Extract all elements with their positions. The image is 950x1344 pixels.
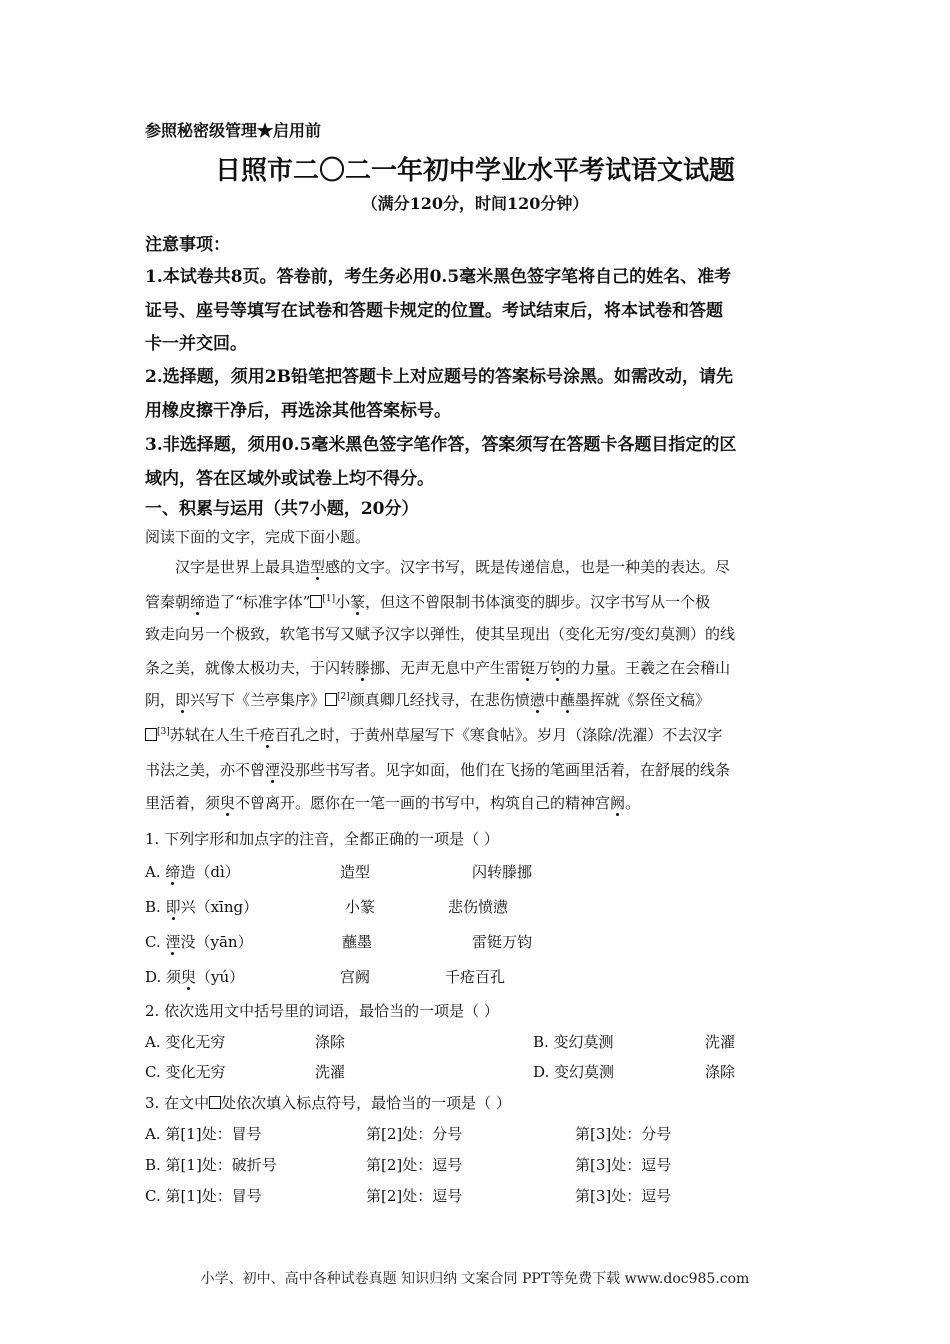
option-b-part3: 悲伤愤懑: [448, 898, 509, 916]
option-b[interactable]: B. 第[1]处：破折号: [145, 1156, 277, 1174]
dotted-char: 蘸: [559, 691, 575, 709]
dotted-char: 臾: [181, 968, 197, 986]
dotted-char: 铤: [520, 659, 536, 677]
notice-line: 证号、座号等填写在试卷和答题卡规定的位置。考试结束后，将本试卷和答题: [145, 301, 723, 321]
dotted-char: 即: [175, 691, 191, 709]
blank-box: [310, 595, 322, 608]
option-c[interactable]: C. 第[1]处：冒号: [145, 1187, 262, 1205]
page-subtitle: （满分120分，时间120分钟）: [361, 194, 589, 213]
blank-box: [145, 728, 157, 741]
dotted-char: 即: [165, 898, 181, 916]
passage-line: 致走向另一个极致，软笔书写又赋予汉字以弹性，使其呈现出（变化无穷/变幻莫测）的线: [145, 625, 736, 643]
option-a-part3: 闪转滕挪: [472, 863, 533, 881]
dotted-char: 湮: [165, 933, 181, 951]
option-c-part3: 雷铤万钧: [472, 933, 533, 951]
option-a[interactable]: A. 变化无穷: [145, 1033, 226, 1051]
option-b-item2: 第[2]处：逗号: [366, 1156, 463, 1174]
notice-line: 1.本试卷共8页。答卷前，考生务必用0.5毫米黑色签字笔将自己的姓名、准考: [145, 267, 732, 287]
option-a-item3: 第[3]处：分号: [575, 1125, 672, 1143]
page-title: 日照市二〇二一年初中学业水平考试语文试题: [214, 156, 735, 186]
dotted-char: 缔: [190, 593, 206, 611]
option-c-part1[interactable]: C. 湮没（yān）: [145, 933, 253, 951]
dotted-char: 湮: [265, 761, 281, 779]
passage-line: [3]苏轼在人生千疮百孔之时，于黄州草屋写下《寒食帖》。岁月（涤除/洗濯）不去汉字: [145, 724, 722, 745]
option-c[interactable]: C. 变化无穷: [145, 1063, 226, 1081]
section-instruction: 阅读下面的文字，完成下面小题。: [145, 528, 371, 546]
notice-line: 域内，答在区域外或试卷上均不得分。: [145, 469, 434, 489]
question-stem: 2. 依次选用文中括号里的词语，最恰当的一项是（ ）: [145, 1002, 499, 1020]
page-footer: 小学、初中、高中各种试卷真题 知识归纳 文案合同 PPT等免费下载 www.doc985.com: [200, 1271, 750, 1287]
dotted-char: 缔: [165, 863, 181, 881]
question-stem: 3. 在文中 处依次填入标点符号，最恰当的一项是（ ）: [145, 1094, 511, 1112]
passage-line: 管秦朝缔造了“标准字体” [1]小篆，但这不曾限制书体演变的脚步。汉字书写从一个极: [145, 593, 711, 611]
section-heading: 一、积累与运用（共7小题，20分）: [145, 499, 419, 519]
option-b[interactable]: B. 变幻莫测: [533, 1033, 614, 1051]
dotted-char: 钧: [550, 659, 566, 677]
dotted-char: 臾: [220, 794, 236, 812]
passage-line: 书法之美，亦不曾湮没那些书写者。见字如面，他们在飞扬的笔画里活着，在舒展的线条: [145, 761, 731, 779]
option-c-item3: 第[3]处：逗号: [575, 1187, 672, 1205]
notice-heading: 注意事项：: [145, 235, 230, 255]
option-b-item3: 第[3]处：逗号: [575, 1156, 672, 1174]
dotted-char: 疮: [259, 726, 275, 744]
dotted-char: 阙: [610, 794, 626, 812]
option-d-part3: 千疮百孔: [445, 968, 506, 986]
dotted-char: 篆: [350, 593, 366, 611]
option-d[interactable]: D. 变幻莫测: [533, 1063, 615, 1081]
passage-line: 阴，即兴写下《兰亭集序》 [2]颜真卿几经找寻，在悲伤愤懑中蘸墨挥就《祭侄文稿》: [145, 691, 710, 709]
passage-line: 条之美，就像太极功夫，于闪转滕挪、无声无息中产生雷铤万钧的力量。王羲之在会稽山: [145, 659, 731, 677]
option-d-part1[interactable]: D. 须臾（yú）: [145, 968, 245, 986]
option-c-item2: 第[2]处：逗号: [366, 1187, 463, 1205]
notice-line: 用橡皮擦干净后，再选涂其他答案标号。: [145, 401, 451, 421]
dotted-char: 型: [310, 558, 326, 576]
option-a[interactable]: A. 第[1]处：冒号: [145, 1125, 262, 1143]
passage-line: 汉字是世界上最具造型感的文字。汉字书写，既是传递信息，也是一种美的表达。尽: [175, 558, 731, 576]
blank-box: [325, 693, 337, 706]
option-d-value: 涤除: [705, 1063, 736, 1081]
option-b-value: 洗濯: [705, 1033, 736, 1051]
option-c-part2: 蘸墨: [342, 933, 373, 951]
option-c-value: 洗濯: [315, 1063, 346, 1081]
passage-line: 里活着，须臾不曾离开。愿你在一笔一画的书写中，构筑自己的精神宫阙。: [145, 794, 641, 812]
notice-line: 卡一并交回。: [145, 334, 247, 354]
question-stem: 1. 下列字形和加点字的注音，全都正确的一项是（ ）: [145, 830, 499, 848]
blank-box: [209, 1096, 221, 1109]
option-d-part2: 宫阙: [340, 968, 371, 986]
option-b-part2: 小篆: [345, 898, 376, 916]
option-b-part1[interactable]: B. 即兴（xīng）: [145, 898, 259, 916]
option-a-part2: 造型: [340, 863, 371, 881]
option-a-value: 涤除: [315, 1033, 346, 1051]
option-a-part1[interactable]: A. 缔造（dì）: [145, 863, 240, 881]
dotted-char: 懑: [529, 691, 545, 709]
dotted-char: 滕: [355, 659, 371, 677]
option-a-item2: 第[2]处：分号: [366, 1125, 463, 1143]
secret-label: 参照秘密级管理★启用前: [145, 121, 322, 140]
notice-line: 2.选择题，须用2B铅笔把答题卡上对应题号的答案标号涂黑。如需改动，请先: [145, 367, 733, 387]
notice-line: 3.非选择题，须用0.5毫米黑色签字笔作答，答案须写在答题卡各题目指定的区: [145, 435, 737, 455]
